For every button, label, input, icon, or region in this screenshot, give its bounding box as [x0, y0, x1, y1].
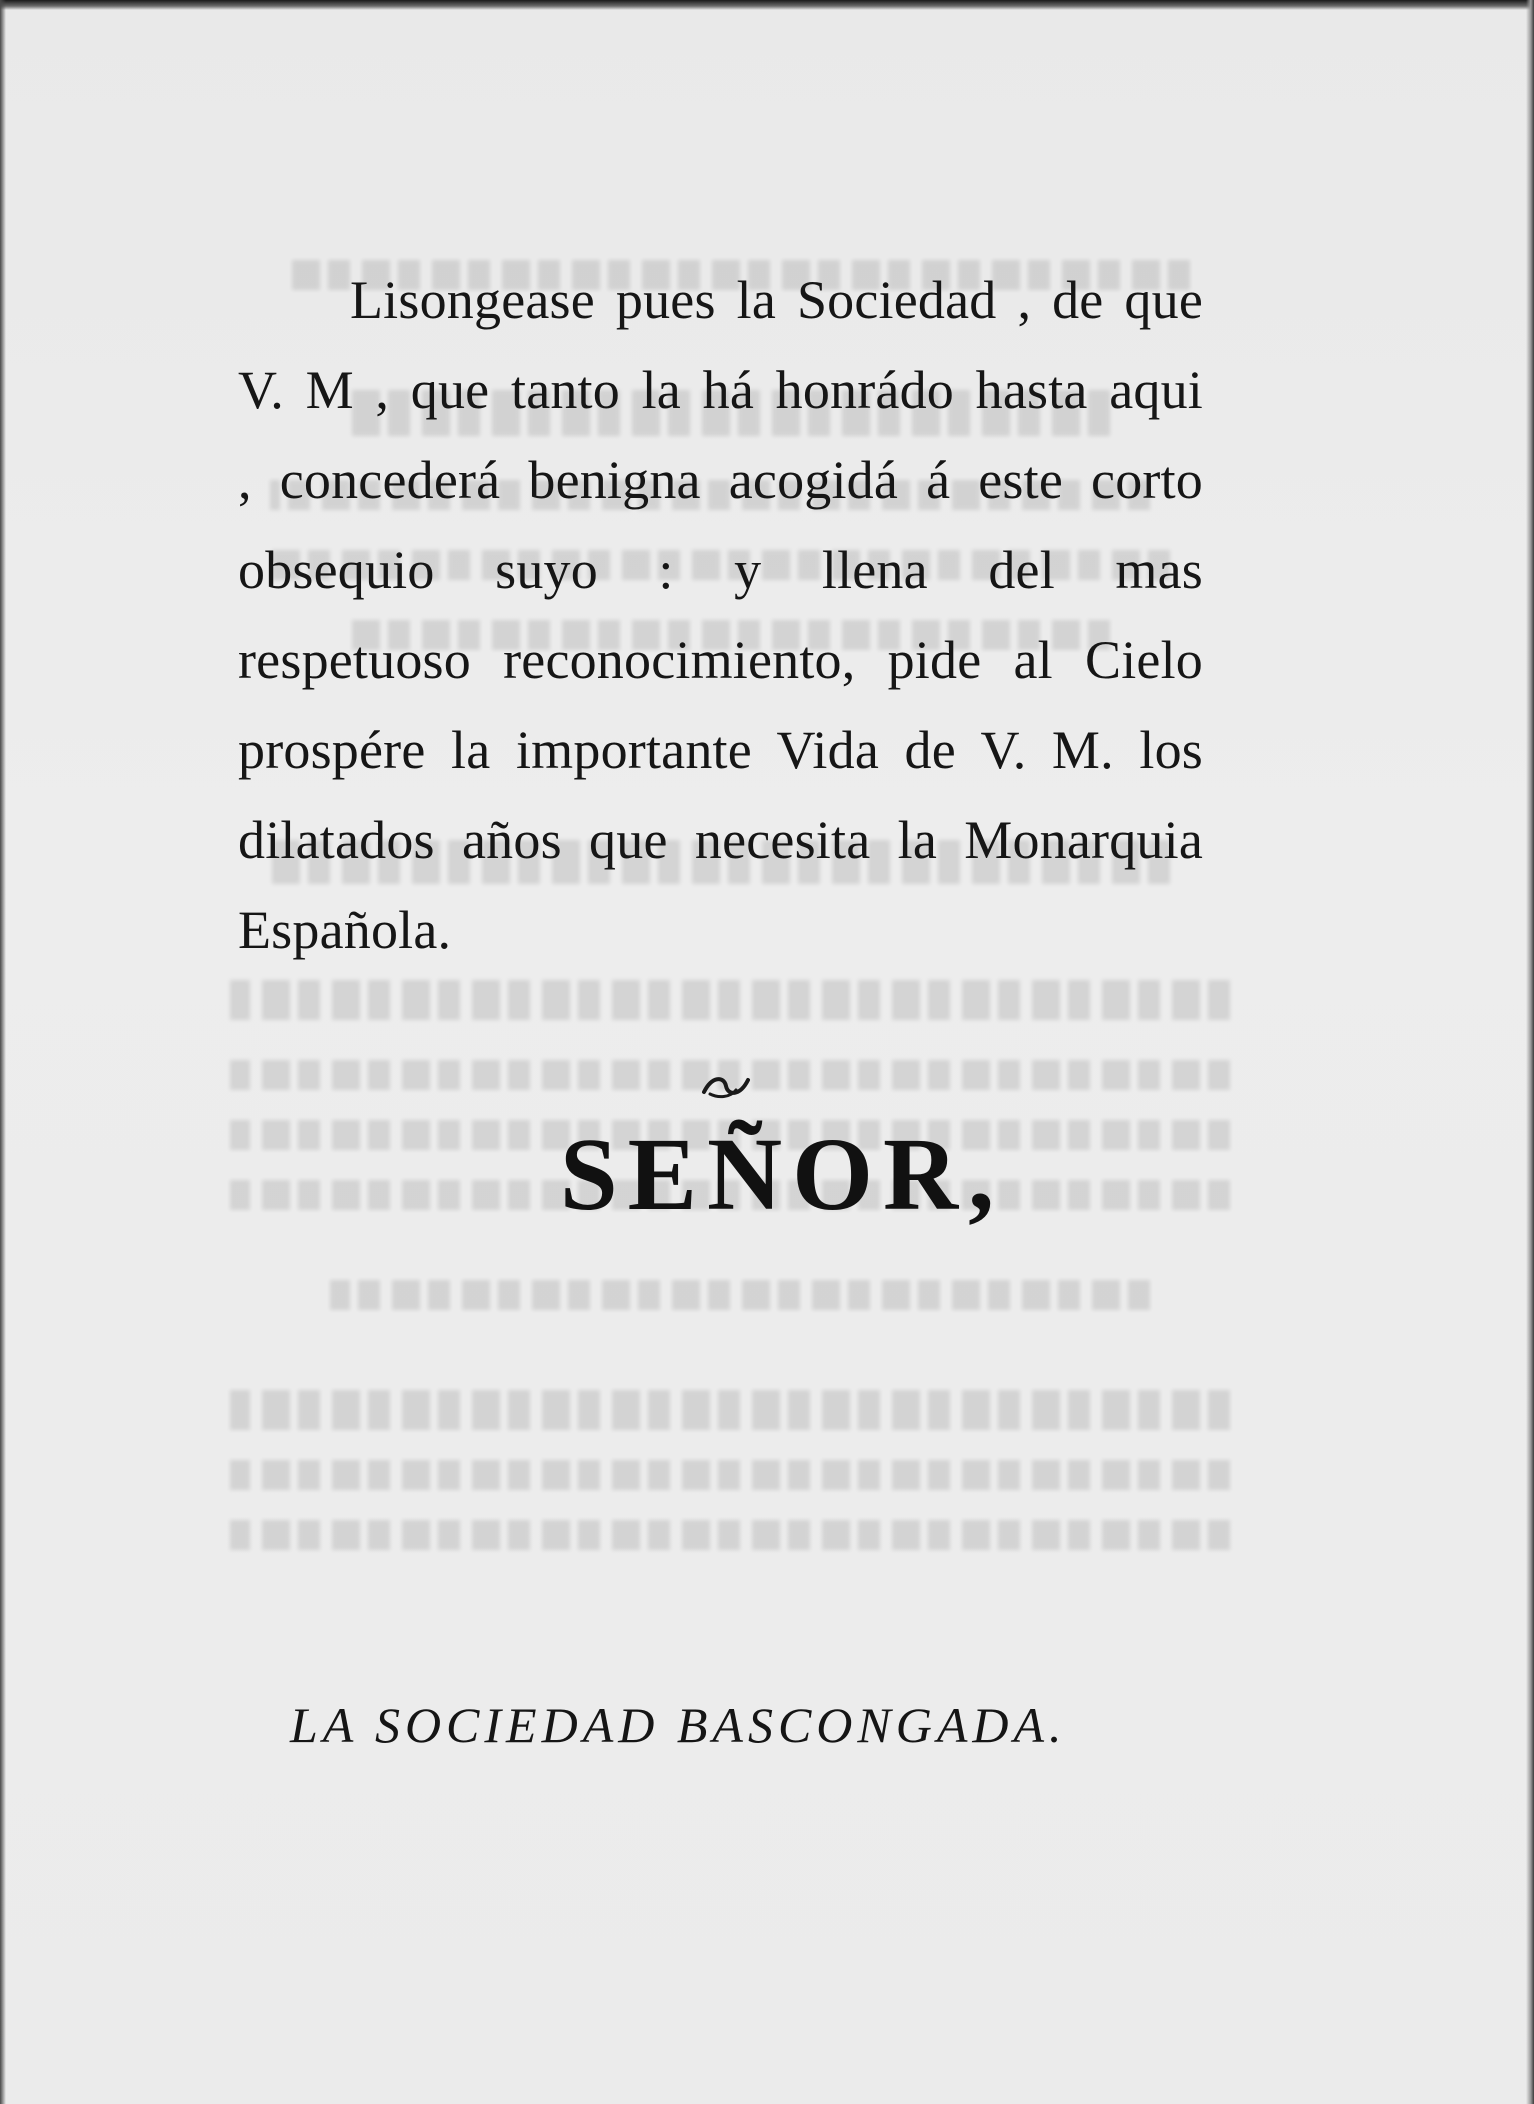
page-right-edge [1526, 0, 1534, 2104]
body-paragraph: Lisongease pues la Sociedad , de que V. M , que tanto la há honrádo hasta aqui , concederá benigna acogidá á este corto obsequio suyo : y llena del mas respetuoso reconocimiento, pide al Cielo prospére la importante Vida de V. M. los dilatados años que necesita la Monarquia Española. [238, 270, 1203, 960]
page-top-edge [0, 0, 1534, 10]
salutation-heading: SEÑOR, [559, 1117, 1005, 1232]
ornament-icon [700, 1072, 752, 1100]
page-left-edge [0, 0, 6, 2104]
signature-line: LA SOCIEDAD BASCONGADA. [290, 1697, 1067, 1753]
